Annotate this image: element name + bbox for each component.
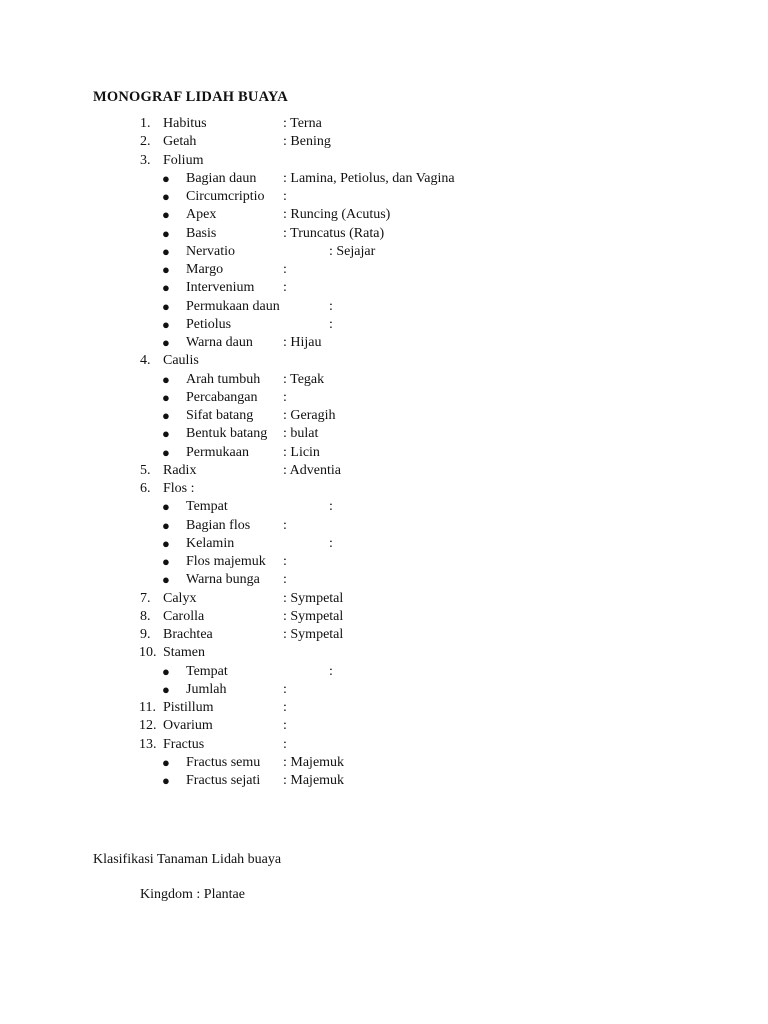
- item-value: : Sympetal: [283, 591, 344, 606]
- item-label: Nervatio: [186, 244, 235, 259]
- item-number: 12.: [139, 718, 157, 733]
- item-value: :: [329, 499, 333, 514]
- item-value: : Lamina, Petiolus, dan Vagina: [283, 171, 455, 186]
- item-label: Getah: [163, 134, 197, 149]
- item-number: 7.: [140, 591, 151, 606]
- document-title: MONOGRAF LIDAH BUAYA: [93, 89, 288, 105]
- item-label: Bentuk batang: [186, 426, 268, 441]
- item-number: 6.: [140, 481, 151, 496]
- item-label: Warna daun: [186, 335, 253, 350]
- bullet-icon: ●: [162, 262, 170, 277]
- item-number: 8.: [140, 609, 151, 624]
- item-value: :: [283, 700, 287, 715]
- bullet-icon: ●: [162, 226, 170, 241]
- item-label: Bagian daun: [186, 171, 257, 186]
- item-value: :: [283, 682, 287, 697]
- item-label: Petiolus: [186, 317, 232, 332]
- item-value: : Majemuk: [283, 773, 345, 788]
- item-value: :: [329, 536, 333, 551]
- item-label: Tempat: [186, 664, 228, 679]
- item-number: 13.: [139, 737, 157, 752]
- bullet-icon: ●: [162, 426, 170, 441]
- item-value: :: [329, 664, 333, 679]
- item-value: : Runcing (Acutus): [283, 207, 391, 222]
- item-number: 3.: [140, 153, 151, 168]
- kingdom-line: Kingdom : Plantae: [140, 887, 245, 902]
- bullet-icon: ●: [162, 189, 170, 204]
- item-value: : Bening: [283, 134, 331, 149]
- item-number: 5.: [140, 463, 151, 478]
- item-label: Calyx: [163, 591, 197, 606]
- bullet-icon: ●: [162, 682, 170, 697]
- bullet-icon: ●: [162, 171, 170, 186]
- item-label: Fractus sejati: [186, 773, 261, 788]
- item-value: :: [283, 262, 287, 277]
- item-label: Apex: [186, 207, 217, 222]
- item-label: Flos :: [163, 481, 195, 496]
- bullet-icon: ●: [162, 207, 170, 222]
- item-label: Ovarium: [163, 718, 213, 733]
- item-label: Basis: [186, 226, 217, 241]
- item-label: Margo: [186, 262, 224, 277]
- item-value: :: [329, 317, 333, 332]
- item-label: Warna bunga: [186, 572, 260, 587]
- bullet-icon: ●: [162, 554, 170, 569]
- item-label: Fractus: [163, 737, 205, 752]
- item-label: Fractus semu: [186, 755, 261, 770]
- item-value: :: [283, 189, 287, 204]
- item-value: : Terna: [283, 116, 322, 131]
- item-value: :: [283, 280, 287, 295]
- item-number: 10.: [139, 645, 157, 660]
- item-label: Carolla: [163, 609, 205, 624]
- item-label: Tempat: [186, 499, 228, 514]
- bullet-icon: ●: [162, 299, 170, 314]
- item-number: 11.: [139, 700, 156, 715]
- bullet-icon: ●: [162, 518, 170, 533]
- item-value: : Sympetal: [283, 609, 344, 624]
- bullet-icon: ●: [162, 280, 170, 295]
- item-value: : Geragih: [283, 408, 336, 423]
- item-value: :: [283, 718, 287, 733]
- item-label: Permukaan daun: [186, 299, 280, 314]
- item-label: Jumlah: [186, 682, 227, 697]
- item-value: : Licin: [283, 445, 320, 460]
- item-label: Permukaan: [186, 445, 249, 460]
- item-number: 9.: [140, 627, 151, 642]
- item-value: :: [283, 390, 287, 405]
- item-number: 2.: [140, 134, 151, 149]
- bullet-icon: ●: [162, 408, 170, 423]
- item-number: 1.: [140, 116, 151, 131]
- item-value: :: [283, 737, 287, 752]
- item-value: : Adventia: [283, 463, 341, 478]
- item-label: Percabangan: [186, 390, 258, 405]
- item-label: Sifat batang: [186, 408, 254, 423]
- item-value: : Tegak: [283, 372, 325, 387]
- item-label: Kelamin: [186, 536, 235, 551]
- bullet-icon: ●: [162, 244, 170, 259]
- item-label: Radix: [163, 463, 197, 478]
- item-label: Brachtea: [163, 627, 213, 642]
- item-label: Pistillum: [163, 700, 214, 715]
- bullet-icon: ●: [162, 317, 170, 332]
- bullet-icon: ●: [162, 390, 170, 405]
- bullet-icon: ●: [162, 572, 170, 587]
- item-value: :: [283, 572, 287, 587]
- item-label: Stamen: [163, 645, 205, 660]
- item-value: :: [283, 554, 287, 569]
- classification-heading: Klasifikasi Tanaman Lidah buaya: [93, 852, 282, 867]
- item-label: Intervenium: [186, 280, 255, 295]
- item-value: : Sejajar: [329, 244, 376, 259]
- bullet-icon: ●: [162, 372, 170, 387]
- item-value: :: [329, 299, 333, 314]
- bullet-icon: ●: [162, 773, 170, 788]
- item-number: 4.: [140, 353, 151, 368]
- item-label: Bagian flos: [186, 518, 251, 533]
- item-value: : Hijau: [283, 335, 322, 350]
- bullet-icon: ●: [162, 536, 170, 551]
- item-value: : bulat: [283, 426, 319, 441]
- item-label: Arah tumbuh: [186, 372, 261, 387]
- bullet-icon: ●: [162, 335, 170, 350]
- item-value: : Majemuk: [283, 755, 345, 770]
- item-value: : Sympetal: [283, 627, 344, 642]
- item-value: : Truncatus (Rata): [283, 226, 385, 241]
- item-label: Caulis: [163, 353, 199, 368]
- item-label: Folium: [163, 153, 204, 168]
- item-value: :: [283, 518, 287, 533]
- item-label: Circumcriptio: [186, 189, 265, 204]
- bullet-icon: ●: [162, 664, 170, 679]
- bullet-icon: ●: [162, 499, 170, 514]
- bullet-icon: ●: [162, 755, 170, 770]
- item-label: Flos majemuk: [186, 554, 266, 569]
- item-label: Habitus: [163, 116, 207, 131]
- bullet-icon: ●: [162, 445, 170, 460]
